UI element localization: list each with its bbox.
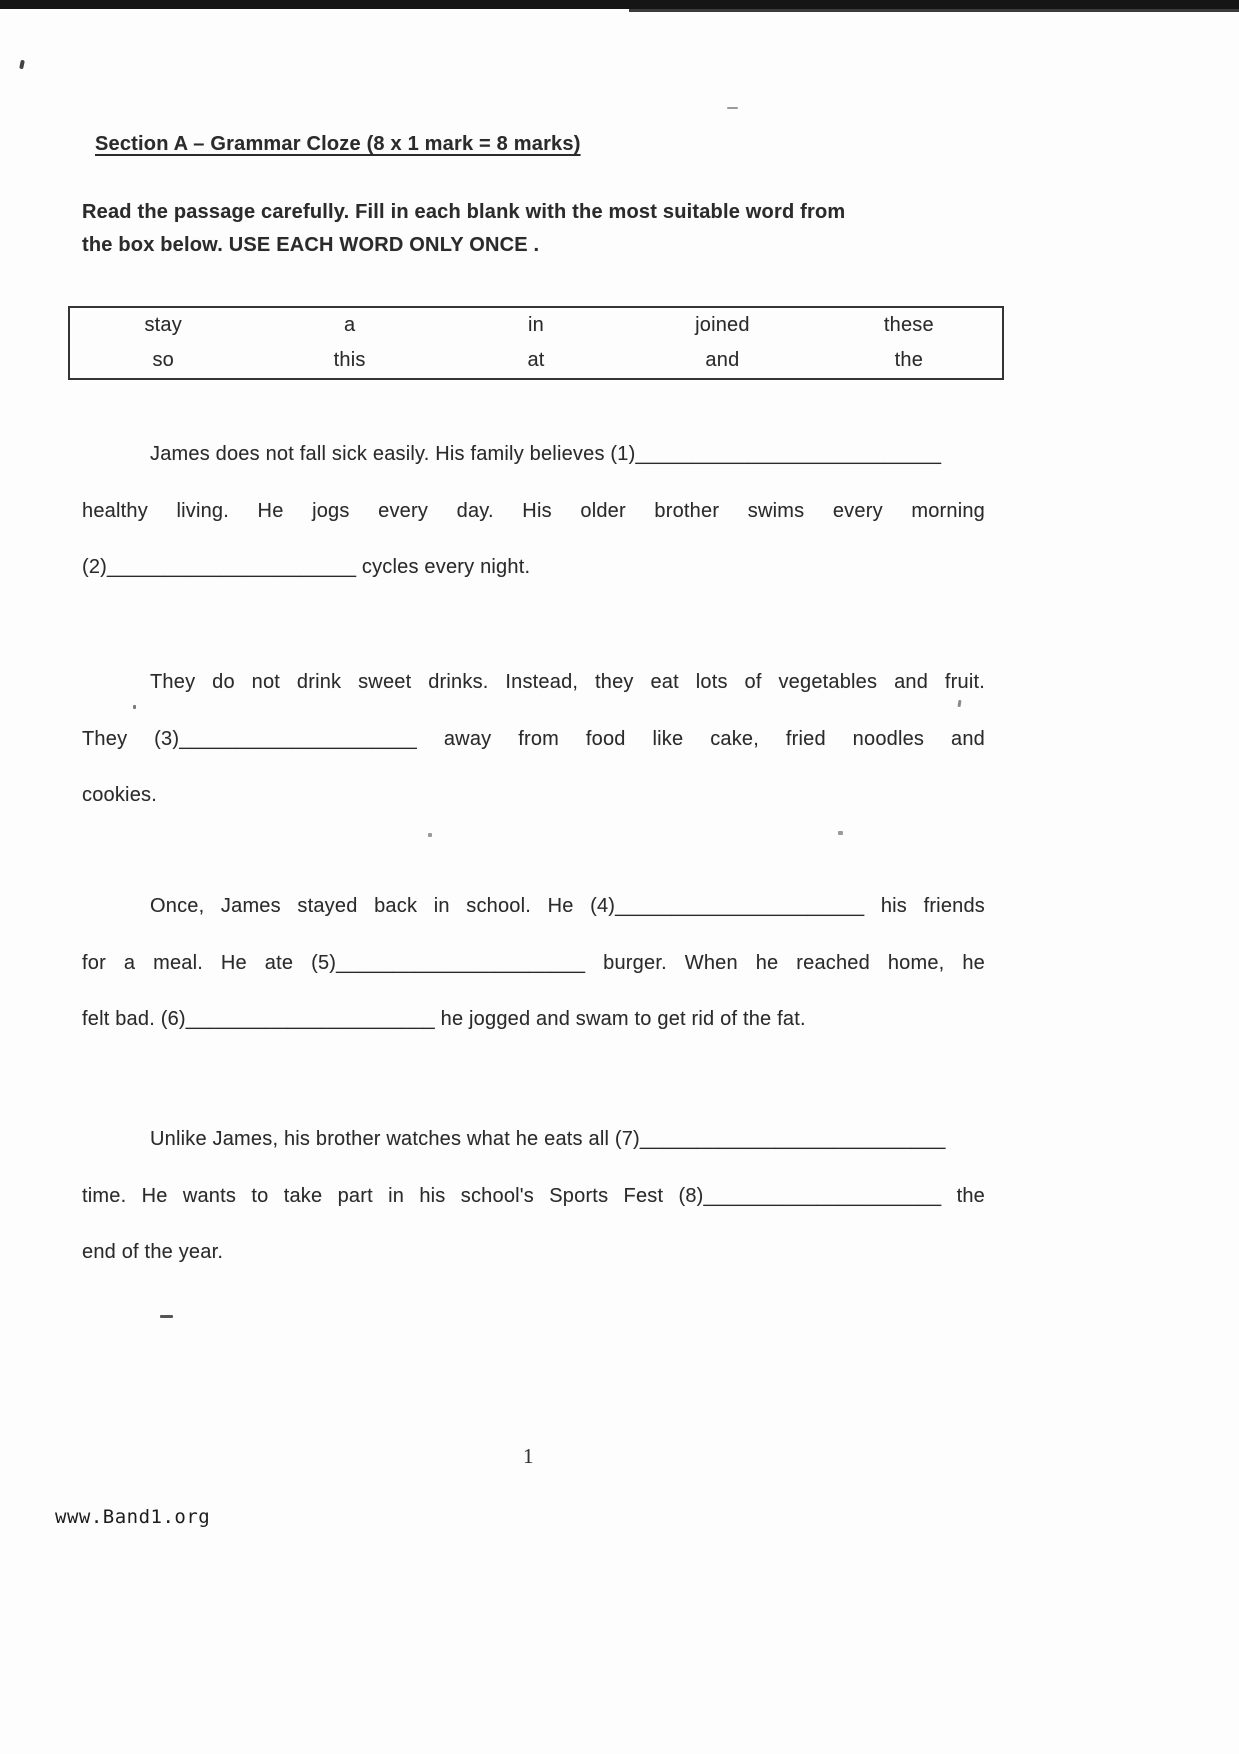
word-bank-box <box>68 306 1004 380</box>
paragraph-line: time. He wants to take part in his school's Sports Fest (8)_____________________ the <box>82 1184 985 1207</box>
word-bank-word: a <box>343 314 356 336</box>
word-bank-word: in <box>528 314 544 336</box>
scan-speck-artifact <box>727 107 738 109</box>
scan-speck-artifact <box>428 833 432 837</box>
instructions <box>82 196 992 262</box>
paragraph-4 <box>82 1111 985 1281</box>
word-bank-word: stay <box>144 314 182 336</box>
paragraph-line: for a meal. He ate (5)______________________ burger. When he reached home, he <box>82 951 985 974</box>
paragraph-line: (2)______________________ cycles every night. <box>82 556 531 578</box>
scan-edge-artifact <box>0 0 1239 9</box>
word-bank-word: so <box>152 349 174 371</box>
scan-edge-artifact <box>629 9 1239 12</box>
word-bank-row-2 <box>70 343 1002 378</box>
scan-speck-artifact <box>160 1315 173 1318</box>
paragraph-2 <box>82 654 985 824</box>
paragraph-line: They do not drink sweet drinks. Instead, they eat lots of vegetables and fruit. <box>150 671 985 693</box>
scan-speck-artifact <box>838 831 843 835</box>
word-bank-word: these <box>883 314 934 336</box>
word-bank-row-1 <box>70 308 1002 343</box>
section-title: Section A – Grammar Cloze (8 x 1 mark = 8 marks) <box>95 133 581 155</box>
page-number: 1 <box>523 1444 534 1468</box>
paragraph-3 <box>82 878 985 1048</box>
paragraph-line: Unlike James, his brother watches what he eats all (7)___________________________ <box>150 1128 946 1150</box>
paragraph-line: James does not fall sick easily. His family believes (1)___________________________ <box>150 443 942 465</box>
scan-speck-artifact <box>19 60 25 70</box>
watermark-url: www.Band1.org <box>55 1506 211 1528</box>
word-bank-word: the <box>894 349 924 371</box>
paragraph-line: felt bad. (6)______________________ he jogged and swam to get rid of the fat. <box>82 1008 806 1030</box>
paragraph-line: They (3)_____________________ away from food like cake, fried noodles and <box>82 727 985 750</box>
instructions-line-2: the box below. USE EACH WORD ONLY ONCE . <box>82 234 540 256</box>
paragraph-line: cookies. <box>82 784 157 806</box>
paragraph-line: end of the year. <box>82 1241 224 1263</box>
word-bank-word: joined <box>695 314 750 336</box>
word-bank-word: this <box>333 349 366 371</box>
paragraph-1 <box>82 426 985 596</box>
paragraph-line: Once, James stayed back in school. He (4)______________________ his friends <box>150 895 985 917</box>
instructions-line-1: Read the passage carefully. Fill in each blank with the most suitable word from <box>82 201 846 223</box>
paragraph-line: healthy living. He jogs every day. His older brother swims every morning <box>82 499 985 522</box>
word-bank-word: and <box>705 349 740 371</box>
word-bank-word: at <box>527 349 545 371</box>
